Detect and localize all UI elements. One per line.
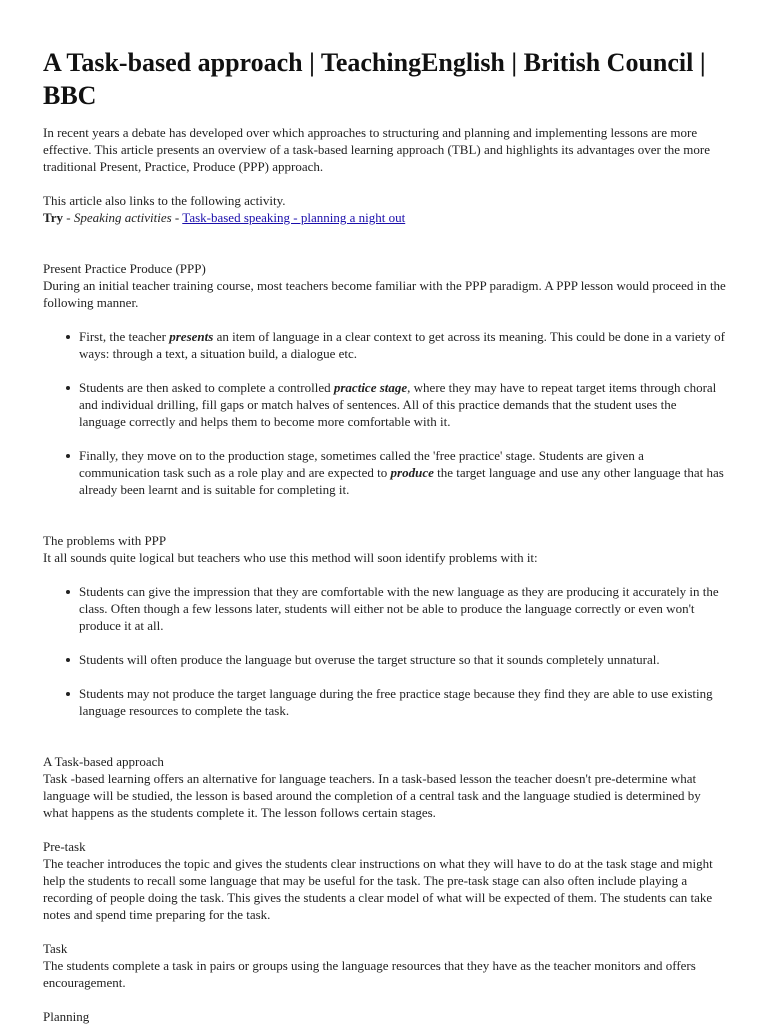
- emphasis-text: produce: [390, 465, 434, 480]
- list-item-text: First, the teacher: [79, 329, 170, 344]
- section-heading-problems: The problems with PPP: [43, 533, 167, 548]
- list-item-text: an item of language in a clear context to get across its meaning. This could be done in a variety of ways: through a text, a situation build, a dialogue etc.: [79, 329, 725, 361]
- section-heading-pretask: Pre-task: [43, 839, 86, 854]
- list-item: [79, 328, 726, 362]
- list-item: Students can give the impression that they are comfortable with the new language as they are producing it accurately in the class. Often though a few lessons later, students will either not be able to produce the language correctly or even won't produce it at all.: [79, 583, 726, 634]
- intro-paragraph: In recent years a debate has developed over which approaches to structuring and planning and implementing lessons are more effective. This article presents an overview of a task-based learning approach (TBL) and highlights its advantages over the more traditional Present, Practice, Produce (PPP) approach.: [43, 125, 710, 174]
- ppp-paragraph: During an initial teacher training course, most teachers become familiar with the PPP paradigm. A PPP lesson would proceed in the following manner.: [43, 278, 726, 310]
- activity-category: Speaking activities: [73, 210, 172, 225]
- task-paragraph: The students complete a task in pairs or groups using the language resources that they have as the teacher monitors and offers encouragement.: [43, 958, 696, 990]
- problems-list: [43, 583, 726, 719]
- list-item-text: , where they may have to repeat target items through choral and individual drilling, fill gaps or match halves of sentences. All of this practice demands that the student uses the language correctly and helps them to become more comfortable with it.: [79, 380, 717, 429]
- ppp-list: [43, 328, 726, 498]
- list-item: [79, 447, 726, 498]
- problems-paragraph: It all sounds quite logical but teachers who use this method will soon identify problems with it:: [43, 550, 538, 565]
- list-item: Students may not produce the target language during the free practice stage because they find they are able to use existing language resources to complete the task.: [79, 685, 726, 719]
- separator: -: [62, 210, 74, 225]
- emphasis-text: practice stage: [333, 380, 408, 395]
- separator: -: [171, 210, 183, 225]
- section-heading-task: Task: [43, 941, 68, 956]
- page-title: A Task-based approach | TeachingEnglish | British Council | BBC: [43, 48, 706, 110]
- list-item: [79, 379, 726, 430]
- activity-line: [43, 209, 726, 226]
- activity-link[interactable]: Task-based speaking - planning a night out: [182, 210, 406, 225]
- list-item-text: Students are then asked to complete a controlled: [79, 380, 334, 395]
- activity-lead: This article also links to the following activity.: [43, 193, 286, 208]
- try-label: Try: [43, 210, 63, 225]
- emphasis-text: presents: [169, 329, 214, 344]
- section-heading-ppp: Present Practice Produce (PPP): [43, 261, 206, 276]
- list-item: Students will often produce the language but overuse the target structure so that it sounds completely unnatural.: [79, 651, 726, 668]
- section-heading-tbl: A Task-based approach: [43, 754, 164, 769]
- pretask-paragraph: The teacher introduces the topic and gives the students clear instructions on what they will have to do at the task stage and might help the students to recall some language that may be useful for the task. The pre-task stage can also often include playing a recording of people doing the task. This gives the students a clear model of what will be expected of them. The students can take notes and spend time preparing for the task.: [43, 856, 713, 922]
- section-heading-planning: Planning: [43, 1009, 90, 1024]
- tbl-paragraph: Task -based learning offers an alternative for language teachers. In a task-based lesson the teacher doesn't pre-determine what language will be studied, the lesson is based around the completion of a central task and the language studied is determined by what happens as the students complete it. The lesson follows certain stages.: [43, 771, 701, 820]
- list-item-text: the target language and use any other language that has already been learnt and is suitable for completing it.: [79, 465, 724, 497]
- list-item-text: Finally, they move on to the production stage, sometimes called the 'free practice' stage. Students are given a communication task such as a role play and are expected to: [79, 448, 644, 480]
